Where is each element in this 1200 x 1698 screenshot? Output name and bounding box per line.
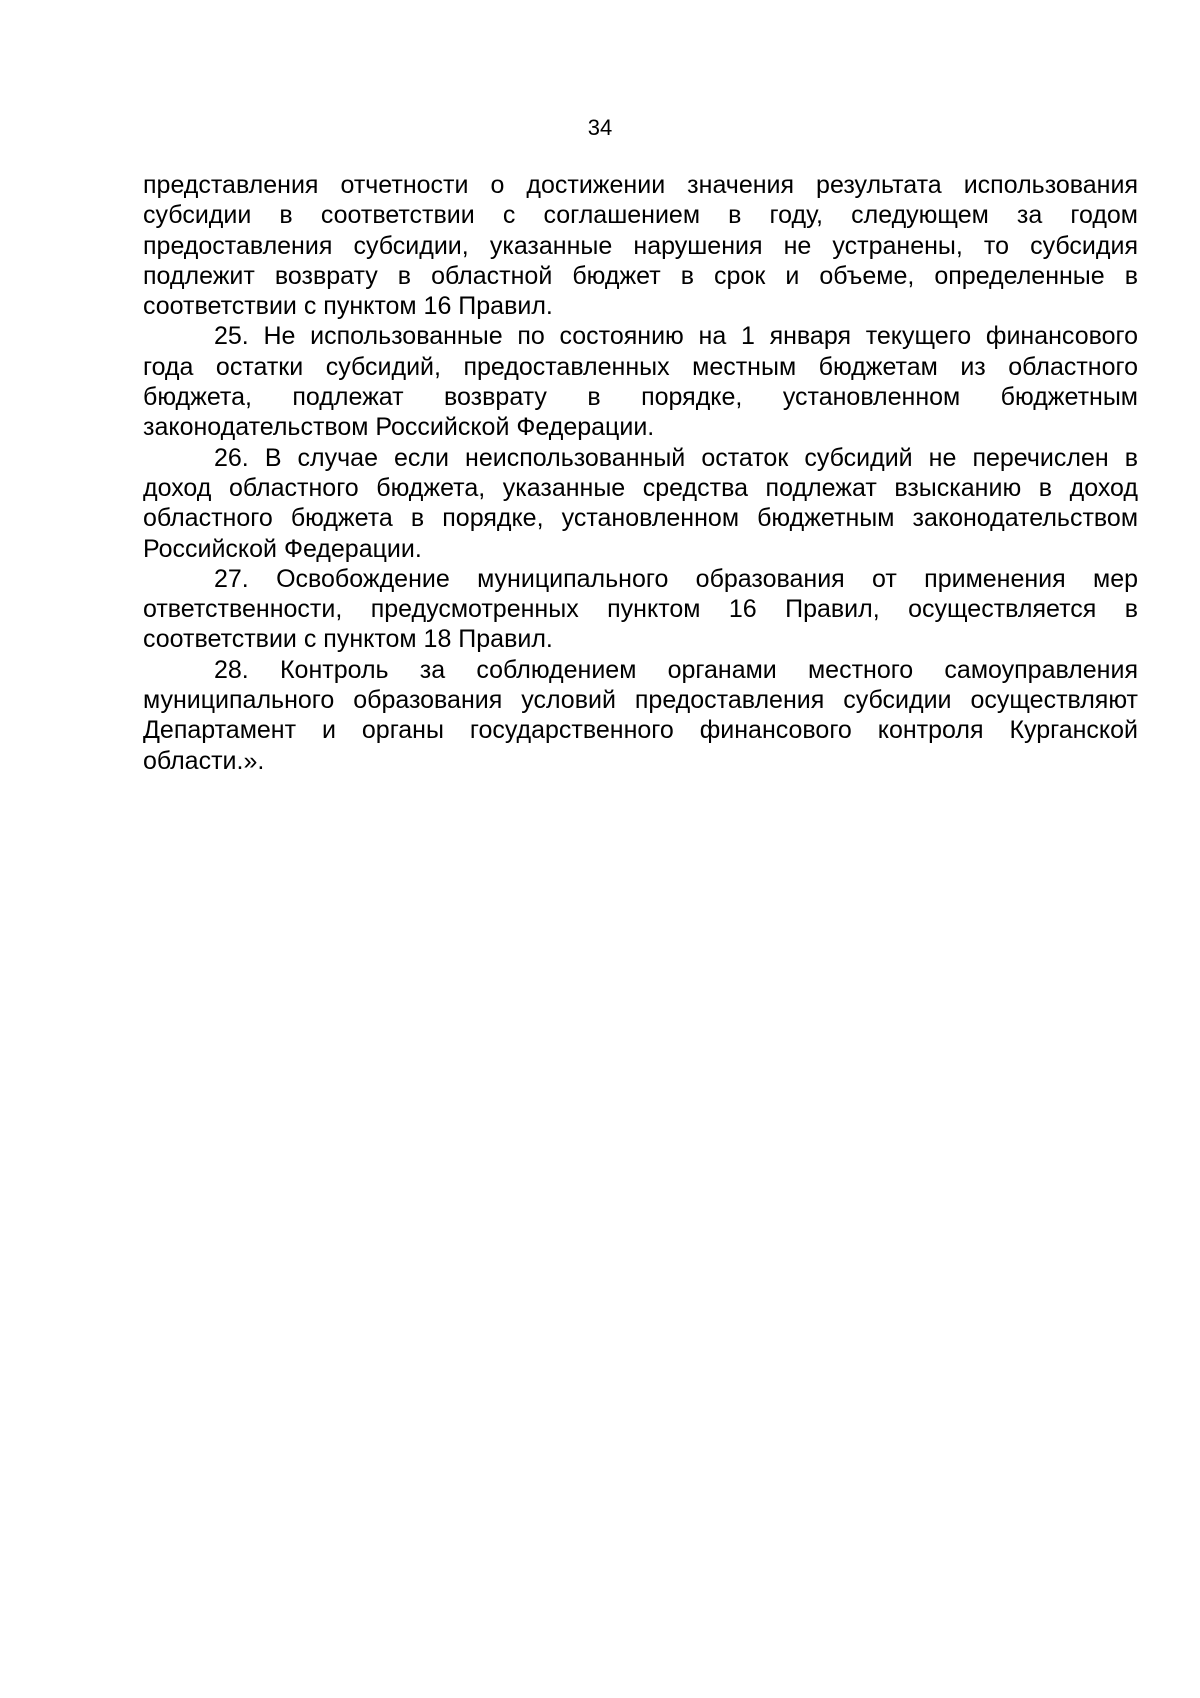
text-line: года остатки субсидий, предоставленных местным бюджетам из областного <box>143 352 1138 381</box>
text-line: области.». <box>143 746 265 775</box>
paragraph-25-line: 25. Не использованные по состоянию на 1 января текущего финансового <box>214 322 1138 351</box>
text-line: предоставления субсидии, указанные нарушения не устранены, то субсидия <box>143 231 1138 260</box>
text-line: субсидии в соответствии с соглашением в году, следующем за годом <box>143 201 1138 230</box>
paragraph-26-line: 26. В случае если неиспользованный остаток субсидий не перечислен в <box>214 443 1138 472</box>
text-line: представления отчетности о достижении значения результата использования <box>143 171 1138 199</box>
text-line: ответственности, предусмотренных пунктом 16 Правил, осуществляется в <box>143 595 1138 624</box>
page-number: 34 <box>587 115 613 140</box>
text-line: законодательством Российской Федерации. <box>143 413 655 442</box>
text-line: соответствии с пунктом 16 Правил. <box>143 292 553 321</box>
text-line: доход областного бюджета, указанные средства подлежат взысканию в доход <box>143 473 1138 502</box>
text-line: Департамент и органы государственного финансового контроля Курганской <box>143 716 1138 745</box>
text-line: бюджета, подлежат возврату в порядке, установленном бюджетным <box>143 383 1138 412</box>
text-line: муниципального образования условий предоставления субсидии осуществляют <box>143 686 1138 715</box>
text-line: областного бюджета в порядке, установленном бюджетным законодательством <box>143 504 1138 533</box>
text-line: Российской Федерации. <box>143 534 422 563</box>
document-body <box>143 170 1138 776</box>
text-line: подлежит возврату в областной бюджет в срок и объеме, определенные в <box>143 261 1138 290</box>
paragraph-28-line: 28. Контроль за соблюдением органами местного самоуправления <box>214 655 1138 684</box>
text-line: соответствии с пунктом 18 Правил. <box>143 625 553 654</box>
paragraph-27-line: 27. Освобождение муниципального образования от применения мер <box>214 564 1138 593</box>
